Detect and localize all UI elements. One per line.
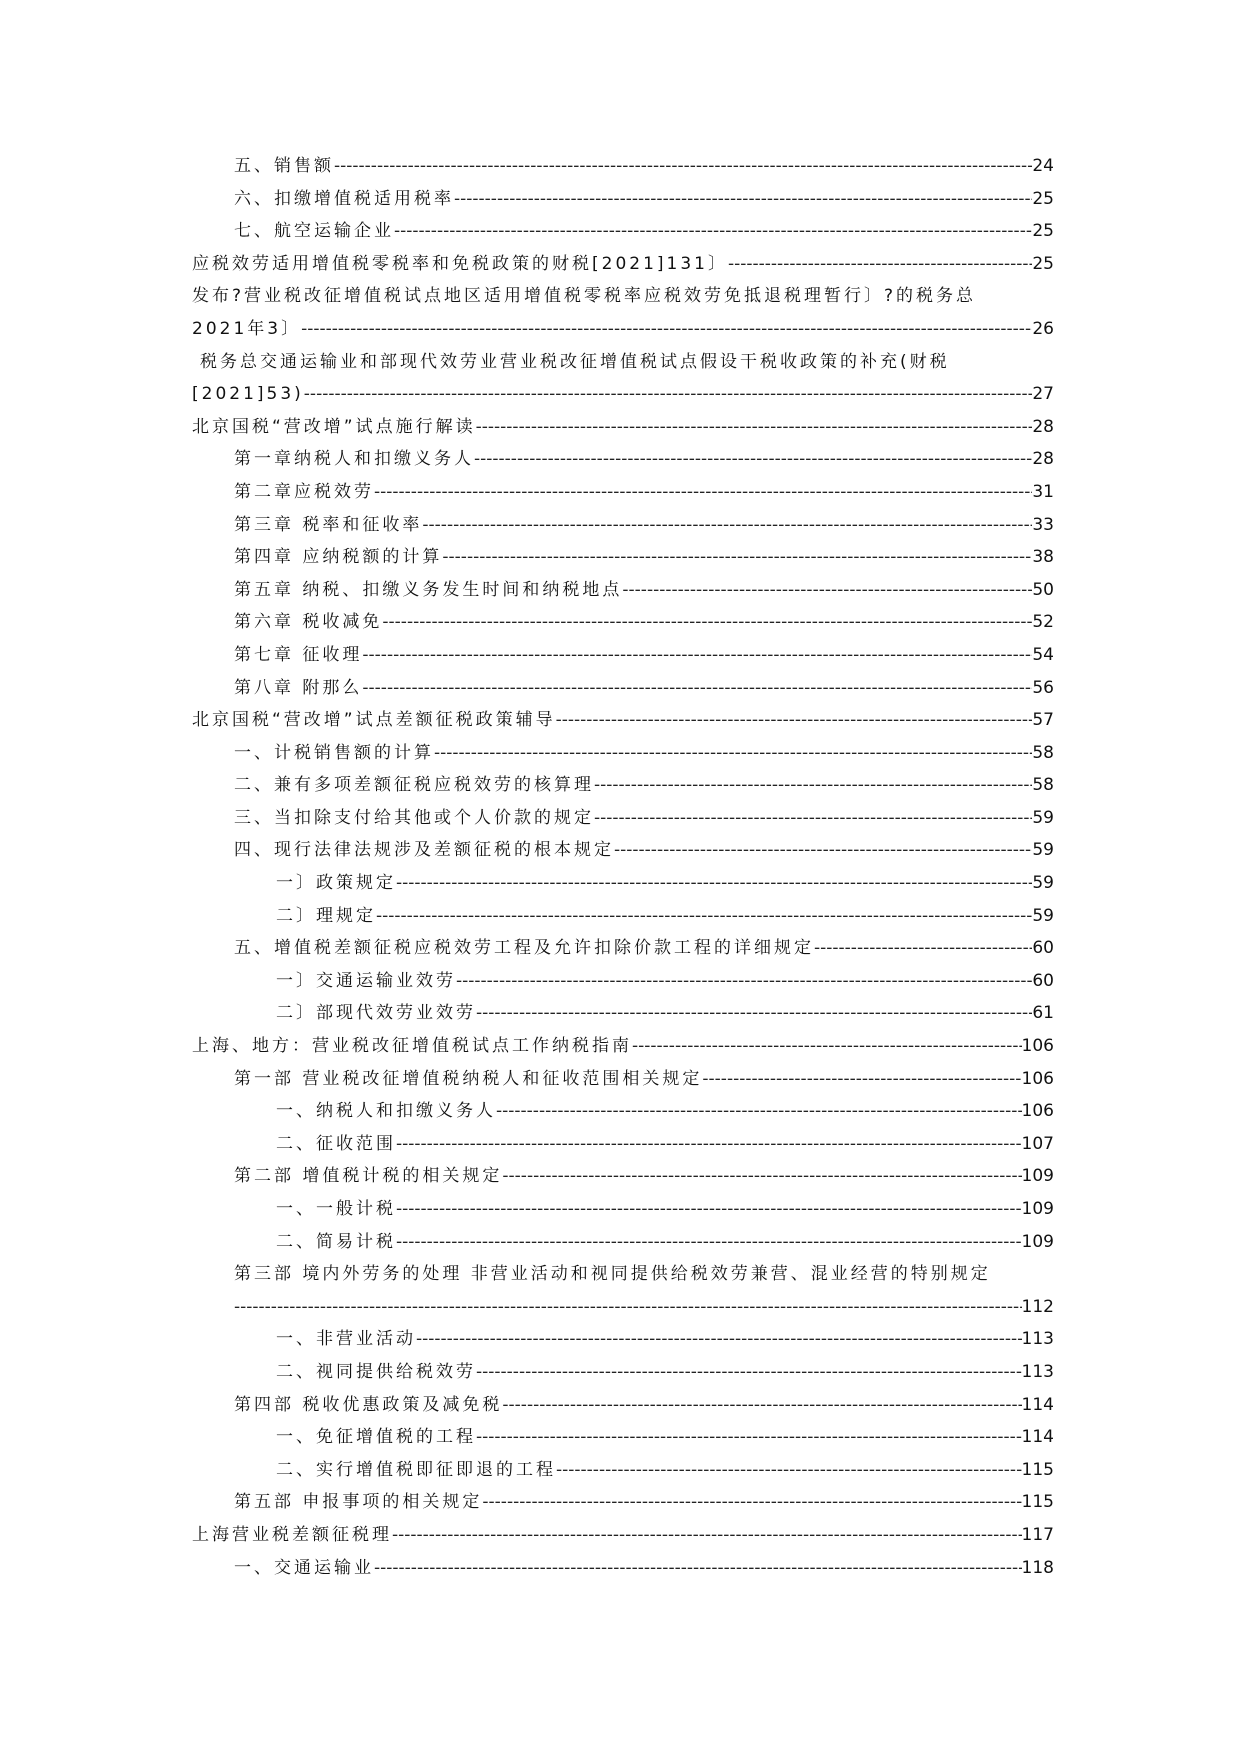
toc-dot-leader xyxy=(394,215,1032,248)
toc-entry-title: 上海营业税差额征税理 xyxy=(192,1524,392,1545)
toc-entry[interactable] xyxy=(192,606,1054,639)
toc-page-number: 114 xyxy=(1021,1427,1054,1448)
toc-entry-title: 第八章 附那么 xyxy=(234,677,363,698)
toc-dot-leader xyxy=(422,509,1032,542)
toc-entry-title: 一、免征增值税的工程 xyxy=(276,1427,476,1448)
toc-page-number: 50 xyxy=(1032,579,1054,600)
toc-page-number: 59 xyxy=(1032,840,1054,861)
toc-dot-leader xyxy=(476,411,1033,444)
toc-entry[interactable] xyxy=(192,509,1054,542)
toc-entry[interactable] xyxy=(192,867,1054,900)
toc-dot-leader xyxy=(396,867,1032,900)
toc-page-number: 113 xyxy=(1021,1361,1054,1382)
toc-page-number: 60 xyxy=(1032,938,1054,959)
toc-entry-title: 一、非营业活动 xyxy=(276,1329,416,1350)
toc-page-number: 25 xyxy=(1032,188,1054,209)
toc-entry-title: 第六章 税收减免 xyxy=(234,612,383,633)
toc-page-number: 113 xyxy=(1021,1329,1054,1350)
toc-page-number: 106 xyxy=(1021,1068,1054,1089)
toc-dot-leader xyxy=(434,737,1032,770)
toc-entry-title: 第七章 征收理 xyxy=(234,644,363,665)
toc-page-number: 52 xyxy=(1032,612,1054,633)
toc-entry[interactable] xyxy=(192,1193,1054,1226)
toc-dot-leader xyxy=(502,1389,1021,1422)
toc-dot-leader xyxy=(482,1486,1021,1519)
toc-entry[interactable] xyxy=(192,1454,1054,1487)
toc-dot-leader xyxy=(474,443,1032,476)
toc-dot-leader xyxy=(334,150,1032,183)
toc-page-number: 58 xyxy=(1032,742,1054,763)
toc-entry-title-line1: 税务总交通运输业和部现代效劳业营业税改征增值税试点假设干税收政策的补充(财税 xyxy=(200,351,950,372)
toc-entry-title: 五、销售额 xyxy=(234,156,334,176)
toc-page-number: 115 xyxy=(1021,1492,1054,1513)
toc-entry[interactable] xyxy=(192,541,1054,574)
toc-dot-leader xyxy=(702,1063,1021,1096)
toc-entry[interactable] xyxy=(192,443,1054,476)
toc-page-number: 115 xyxy=(1021,1459,1054,1480)
toc-entry-title-line1: 发布?营业税改征增值税试点地区适用增值税零税率应税效劳免抵退税理暂行〕?的税务总 xyxy=(192,286,977,307)
toc-page-number: 60 xyxy=(1032,970,1054,991)
toc-entry[interactable] xyxy=(192,1095,1054,1128)
toc-page-number: 28 xyxy=(1032,416,1054,437)
toc-entry[interactable] xyxy=(192,1258,1054,1323)
toc-page-number: 54 xyxy=(1032,644,1054,665)
toc-entry[interactable] xyxy=(192,672,1054,705)
toc-page-number: 25 xyxy=(1032,221,1054,242)
toc-page-number: 106 xyxy=(1021,1036,1054,1057)
toc-dot-leader xyxy=(442,541,1032,574)
toc-entry[interactable] xyxy=(192,1421,1054,1454)
toc-page-number: 114 xyxy=(1021,1394,1054,1415)
toc-entry[interactable] xyxy=(192,1063,1054,1096)
toc-entry-title: 第五章 纳税、扣缴义务发生时间和纳税地点 xyxy=(234,579,623,600)
toc-page-number: 25 xyxy=(1032,253,1054,274)
toc-entry-title: 二、实行增值税即征即退的工程 xyxy=(276,1459,556,1480)
toc-dot-leader xyxy=(396,1193,1022,1226)
toc-page-number: 107 xyxy=(1021,1133,1054,1154)
toc-page-number: 112 xyxy=(1021,1296,1054,1317)
toc-page-number: 59 xyxy=(1032,905,1054,926)
toc-page-number: 57 xyxy=(1032,710,1054,731)
toc-page-number: 26 xyxy=(1032,318,1054,339)
toc-entry[interactable] xyxy=(192,1389,1054,1422)
toc-page-number: 38 xyxy=(1032,547,1054,568)
toc-entry-title: 六、扣缴增值税适用税率 xyxy=(234,188,454,209)
toc-entry[interactable] xyxy=(192,997,1054,1030)
toc-entry-title: 2021年3〕 xyxy=(192,318,302,339)
toc-dot-leader xyxy=(392,1519,1022,1552)
toc-dot-leader xyxy=(496,1095,1022,1128)
toc-dot-leader xyxy=(728,248,1032,281)
toc-entry-title: 应税效劳适用增值税零税率和免税政策的财税[2021]131〕 xyxy=(192,253,728,274)
toc-entry-title-line1: 第三部 境内外劳务的处理 非营业活动和视同提供给税效劳兼营、混业经营的特别规定 xyxy=(234,1264,991,1285)
toc-page-number: 59 xyxy=(1032,807,1054,828)
toc-dot-leader xyxy=(814,932,1032,965)
toc-entry-title: 第一部 营业税改征增值税纳税人和征收范围相关规定 xyxy=(234,1068,703,1089)
toc-entry-title: 一、计税销售额的计算 xyxy=(234,742,434,763)
toc-page-number: 27 xyxy=(1032,384,1054,405)
toc-entry[interactable] xyxy=(192,704,1054,737)
toc-entry[interactable] xyxy=(192,1356,1054,1389)
toc-page-number: 33 xyxy=(1032,514,1054,535)
toc-dot-leader xyxy=(502,1160,1021,1193)
toc-entry[interactable] xyxy=(192,932,1054,965)
toc-dot-leader xyxy=(556,1454,1022,1487)
toc-dot-leader xyxy=(374,1552,1022,1585)
toc-entry[interactable] xyxy=(192,476,1054,509)
toc-dot-leader xyxy=(376,900,1032,933)
toc-page-number: 24 xyxy=(1032,156,1054,176)
toc-page-number: 118 xyxy=(1021,1557,1054,1578)
toc-dot-leader xyxy=(622,574,1032,607)
toc-entry[interactable] xyxy=(192,1226,1054,1259)
toc-dot-leader xyxy=(594,769,1032,802)
toc-page-number: 58 xyxy=(1032,775,1054,796)
toc-dot-leader xyxy=(382,606,1032,639)
toc-dot-leader xyxy=(476,1421,1022,1454)
toc-entry-title: 第二部 增值税计税的相关规定 xyxy=(234,1166,503,1187)
toc-dot-leader xyxy=(304,378,1033,411)
toc-dot-leader xyxy=(454,183,1032,216)
toc-page-number: 56 xyxy=(1032,677,1054,698)
toc-entry-title: 二、简易计税 xyxy=(276,1231,396,1252)
toc-dot-leader xyxy=(556,704,1033,737)
toc-entry[interactable] xyxy=(192,248,1054,281)
toc-entry[interactable] xyxy=(192,1519,1054,1552)
toc-dot-leader xyxy=(416,1323,1022,1356)
toc-entry[interactable] xyxy=(192,737,1054,770)
toc-entry[interactable] xyxy=(192,574,1054,607)
toc-entry[interactable] xyxy=(192,769,1054,802)
toc-entry-title: 一〕政策规定 xyxy=(276,873,396,894)
toc-dot-leader xyxy=(362,639,1032,672)
toc-entry[interactable] xyxy=(192,1552,1054,1585)
toc-entry-title: 北京国税“营改增”试点差额征税政策辅导 xyxy=(192,710,556,731)
toc-page-number: 109 xyxy=(1021,1166,1054,1187)
toc-dot-leader xyxy=(234,1291,1022,1324)
toc-page-number: 109 xyxy=(1021,1199,1054,1219)
toc-entry-title: 一〕交通运输业效劳 xyxy=(276,970,456,991)
toc-entry-title: [2021]53) xyxy=(192,384,304,405)
toc-dot-leader xyxy=(476,1356,1022,1389)
toc-page-number: 109 xyxy=(1021,1231,1054,1252)
toc-entry[interactable] xyxy=(192,411,1054,444)
toc-dot-leader xyxy=(594,802,1032,835)
toc-entry[interactable] xyxy=(192,280,1054,345)
toc-page-number: 28 xyxy=(1032,449,1054,470)
toc-entry-title: 第三章 税率和征收率 xyxy=(234,514,423,535)
toc-page-number: 61 xyxy=(1032,1003,1054,1024)
toc-entry-title: 二、兼有多项差额征税应税效劳的核算理 xyxy=(234,775,594,796)
toc-entry[interactable] xyxy=(192,834,1054,867)
toc-entry-title: 五、增值税差额征税应税效劳工程及允许扣除价款工程的详细规定 xyxy=(234,938,814,959)
table-of-contents xyxy=(192,150,1054,1584)
toc-entry[interactable] xyxy=(192,215,1054,248)
toc-page-number: 106 xyxy=(1021,1101,1054,1122)
toc-entry-title: 北京国税“营改增”试点施行解读 xyxy=(192,416,476,437)
toc-dot-leader xyxy=(396,1226,1022,1259)
toc-entry-title: 二〕部现代效劳业效劳 xyxy=(276,1003,476,1024)
toc-entry-title: 四、现行法律法规涉及差额征税的根本规定 xyxy=(234,840,614,861)
toc-entry[interactable] xyxy=(192,1486,1054,1519)
toc-entry-title: 一、一般计税 xyxy=(276,1199,396,1219)
toc-dot-leader xyxy=(396,1128,1022,1161)
toc-entry-title: 上海、地方：营业税改征增值税试点工作纳税指南 xyxy=(192,1036,632,1057)
toc-entry-title: 一、交通运输业 xyxy=(234,1557,374,1578)
toc-dot-leader xyxy=(362,672,1032,705)
toc-dot-leader xyxy=(374,476,1032,509)
toc-entry-title: 第五部 申报事项的相关规定 xyxy=(234,1492,483,1513)
toc-entry[interactable] xyxy=(192,150,1054,183)
toc-entry[interactable] xyxy=(192,900,1054,933)
toc-entry[interactable] xyxy=(192,802,1054,835)
toc-entry-title: 第一章纳税人和扣缴义务人 xyxy=(234,449,474,470)
toc-entry[interactable] xyxy=(192,965,1054,998)
toc-entry[interactable] xyxy=(192,346,1054,411)
toc-entry-title: 二、视同提供给税效劳 xyxy=(276,1361,476,1382)
toc-dot-leader xyxy=(632,1030,1022,1063)
toc-entry[interactable] xyxy=(192,639,1054,672)
toc-entry[interactable] xyxy=(192,183,1054,216)
toc-entry-title: 七、航空运输企业 xyxy=(234,221,394,242)
toc-dot-leader xyxy=(456,965,1032,998)
toc-dot-leader xyxy=(476,997,1032,1030)
toc-entry-title: 第二章应税效劳 xyxy=(234,481,374,502)
toc-dot-leader xyxy=(614,834,1032,867)
toc-entry-title: 二、征收范围 xyxy=(276,1133,396,1154)
toc-page-number: 117 xyxy=(1021,1524,1054,1545)
toc-entry-title: 一、纳税人和扣缴义务人 xyxy=(276,1101,496,1122)
toc-entry[interactable] xyxy=(192,1160,1054,1193)
toc-entry-title: 第四章 应纳税额的计算 xyxy=(234,547,443,568)
toc-entry[interactable] xyxy=(192,1030,1054,1063)
toc-entry-title: 二〕理规定 xyxy=(276,905,376,926)
toc-page-number: 31 xyxy=(1032,481,1054,502)
toc-entry[interactable] xyxy=(192,1128,1054,1161)
toc-page-number: 59 xyxy=(1032,873,1054,894)
toc-entry-title: 三、当扣除支付给其他或个人价款的规定 xyxy=(234,807,594,828)
toc-entry[interactable] xyxy=(192,1323,1054,1356)
toc-entry-title: 第四部 税收优惠政策及减免税 xyxy=(234,1394,503,1415)
toc-dot-leader xyxy=(301,313,1032,346)
